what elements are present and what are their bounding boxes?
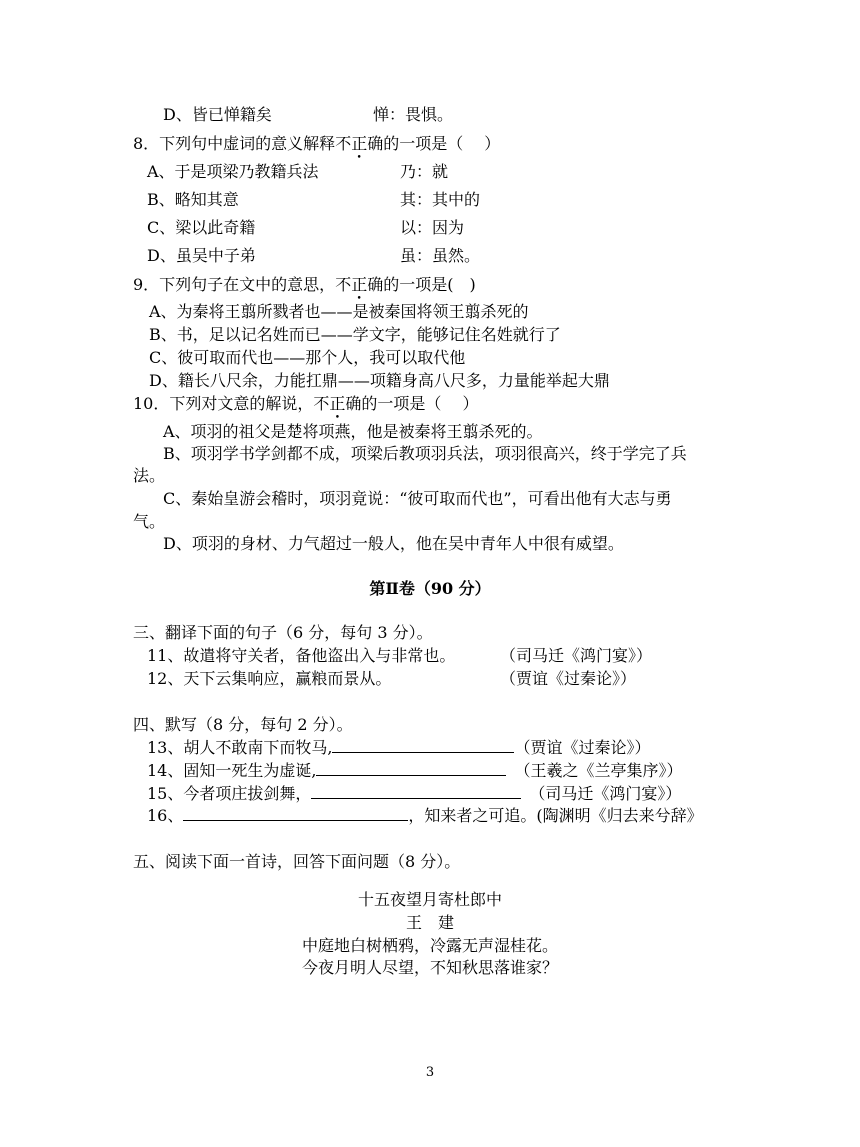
poem-title: 十五夜望月寄杜郎中	[357, 890, 502, 909]
q14: 14、固知一死生为虚诞, （王羲之《兰亭集序》）	[147, 761, 683, 780]
poem-line-1: 中庭地白树栖鸦，冷露无声湿桂花。	[301, 936, 558, 955]
q7-option-d: D、皆已惮籍矣	[163, 105, 272, 124]
q8-option-d-note: 虽：虽然。	[400, 246, 481, 265]
q10-option-a: A、项羽的祖父是楚将项燕，他是被秦将王翦杀死的。	[163, 422, 543, 441]
q9-option-b: B、书，足以记名姓而已——学文字，能够记住名姓就行了	[149, 325, 561, 344]
q8-option-d: D、虽吴中子弟	[147, 246, 256, 265]
poem-line-2: 今夜月明人尽望，不知秋思落谁家？	[301, 958, 558, 977]
q12-text: 12、天下云集响应，赢粮而景从。	[147, 669, 392, 688]
q16: 16、 ，知来者之可追。(陶渊明《归去来兮辞》	[147, 806, 703, 825]
q8-option-c-note: 以：因为	[400, 218, 465, 237]
q10-emphasis: 不正确	[313, 394, 362, 413]
section-title: 第Ⅱ卷（90 分）	[369, 579, 491, 598]
q10-option-c-cont: 气。	[133, 512, 166, 531]
q8-option-b: B、略知其意	[147, 190, 239, 209]
q7-option-d-note: 惮：畏惧。	[373, 105, 454, 124]
q8-option-c: C、梁以此奇籍	[147, 218, 256, 237]
part4-heading: 四、默写（8 分，每句 2 分）。	[133, 715, 353, 734]
q15: 15、今者项庄拔剑舞， （司马迁《鸿门宴》）	[147, 784, 682, 803]
poem-author: 王 建	[405, 913, 454, 932]
part5-heading: 五、阅读下面一首诗，回答下面问题（8 分）。	[133, 852, 461, 871]
q9-option-d: D、籍长八尺余，力能扛鼎——项籍身高八尺多，力量能举起大鼎	[149, 371, 610, 390]
page-number: 3	[425, 1065, 435, 1080]
q10-option-d: D、项羽的身材、力气超过一般人，他在吴中青年人中很有威望。	[163, 534, 624, 553]
q15-answer-blank[interactable]	[311, 782, 521, 799]
q11-source: （司马迁《鸿门宴》）	[500, 646, 653, 665]
q14-answer-blank[interactable]	[316, 759, 506, 776]
q13: 13、胡人不敢南下而牧马, （贾谊《过秦论》）	[147, 738, 651, 757]
q13-answer-blank[interactable]	[332, 736, 514, 753]
q10-option-c: C、秦始皇游会稽时，项羽竟说：“彼可取而代也”，可看出他有大志与勇	[163, 489, 672, 508]
q8-option-a: A、于是项梁乃教籍兵法	[147, 162, 319, 181]
q16-answer-blank[interactable]	[183, 804, 408, 821]
q9-option-c: C、彼可取而代也——那个人，我可以取代他	[149, 348, 466, 367]
q9-option-a: A、为秦将王翦所戮者也——是被秦国将领王翦杀死的	[149, 302, 529, 321]
q10-option-b-cont: 法。	[133, 466, 166, 485]
q8-option-b-note: 其：其中的	[400, 190, 481, 209]
q12-source: （贾谊《过秦论》）	[500, 669, 637, 688]
q11-text: 11、故遣将守关者，备他盗出入与非常也。	[147, 646, 456, 665]
q8-emphasis: 不正确	[335, 134, 384, 153]
q8-option-a-note: 乃：就	[400, 162, 449, 181]
q8-stem: 8．下列句中虚词的意义解释不正确的一项是（ ）	[133, 134, 501, 153]
q9-emphasis: 不正确	[335, 275, 384, 294]
q10-option-b: B、项羽学书学剑都不成，项梁后教项羽兵法，项羽很高兴，终于学完了兵	[163, 444, 687, 463]
q10-stem: 10．下列对文意的解说，不正确的一项是（ ）	[133, 394, 479, 413]
part3-heading: 三、翻译下面的句子（6 分，每句 3 分）。	[133, 623, 433, 642]
q9-stem: 9．下列句子在文中的意思，不正确的一项是( )	[133, 275, 476, 294]
